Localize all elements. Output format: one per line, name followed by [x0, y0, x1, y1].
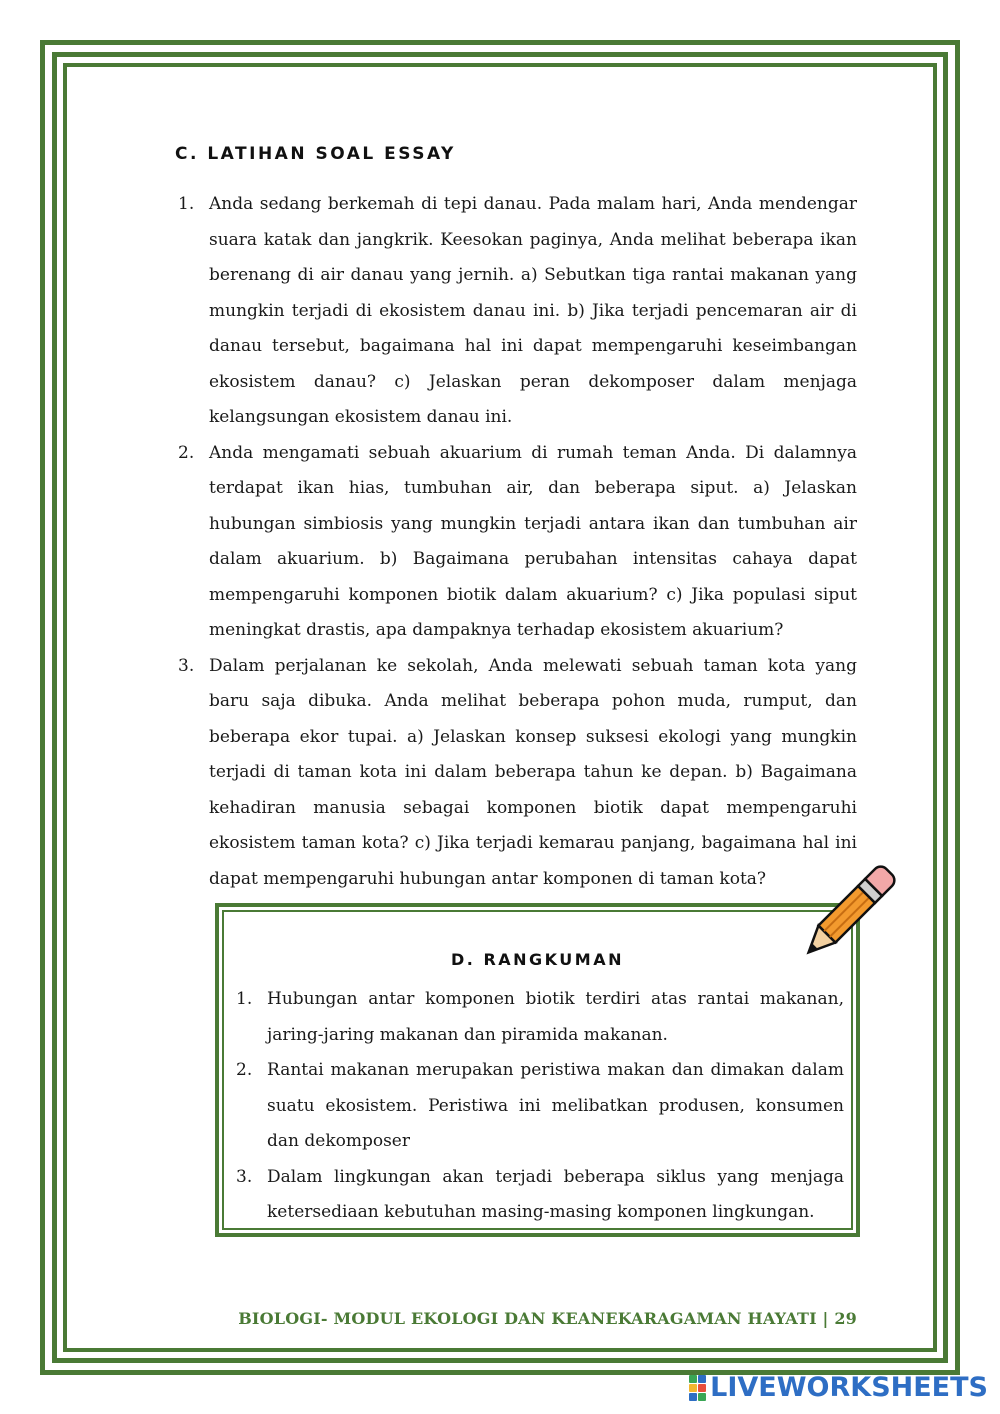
summary-item-3 [233, 1160, 844, 1231]
summary-item-1 [233, 982, 844, 1053]
liveworksheets-logo [689, 1372, 988, 1403]
summary-section-heading: D. RANGKUMAN [451, 950, 624, 969]
essay-question-2 [175, 436, 857, 649]
summary-text: Hubungan antar komponen biotik terdiri atas rantai makanan, jaring-jaring makanan dan piramida makanan. [267, 989, 844, 1045]
essay-question-1 [175, 187, 857, 436]
page-footer: BIOLOGI- MODUL EKOLOGI DAN KEANEKARAGAMAN HAYATI | 29 [238, 1309, 857, 1328]
question-number: 1. [178, 194, 195, 214]
question-text: Anda sedang berkemah di tepi danau. Pada malam hari, Anda mendengar suara katak dan jangkrik. Keesokan paginya, Anda melihat beberapa ikan berenang di air danau yang jernih. a) Sebutkan tiga rantai makanan yang mungkin terjadi di ekosistem danau ini. b) Jika terjadi pencemaran air di danau tersebut, bagaimana hal ini dapat mempengaruhi keseimbangan ekosistem danau? c) Jelaskan peran dekomposer dalam menjaga kelangsungan ekosistem danau ini. [209, 194, 857, 427]
summary-number: 2. [236, 1060, 253, 1080]
liveworksheets-logo-icon [689, 1375, 706, 1401]
essay-section-heading: C. LATIHAN SOAL ESSAY [175, 144, 456, 164]
essay-question-list [175, 187, 857, 897]
watermark-text: LIVEWORKSHEETS [710, 1372, 988, 1403]
summary-item-2 [233, 1053, 844, 1160]
summary-number: 3. [236, 1166, 253, 1187]
question-text: Anda mengamati sebuah akuarium di rumah teman Anda. Di dalamnya terdapat ikan hias, tumbuhan air, dan beberapa siput. a) Jelaskan hubungan simbiosis yang mungkin terjadi antara ikan dan tumbuhan air dalam akuarium. b) Bagaimana perubahan intensitas cahaya dapat mempengaruhi komponen biotik dalam akuarium? c) Jika populasi siput meningkat drastis, apa dampaknya terhadap ekosistem akuarium? [209, 442, 857, 640]
question-number: 2. [178, 442, 195, 463]
summary-box [215, 903, 860, 1237]
summary-list [233, 982, 844, 1231]
essay-question-3 [175, 649, 857, 898]
pencil-icon [796, 855, 906, 965]
question-number: 3. [178, 655, 195, 676]
summary-text: Rantai makanan merupakan peristiwa makan dan dimakan dalam suatu ekosistem. Peristiwa ini melibatkan produsen, konsumen dan dekomposer [267, 1060, 844, 1151]
summary-number: 1. [236, 989, 253, 1009]
question-text: Dalam perjalanan ke sekolah, Anda melewati sebuah taman kota yang baru saja dibuka. Anda melihat beberapa pohon muda, rumput, dan beberapa ekor tupai. a) Jelaskan konsep suksesi ekologi yang mungkin terjadi di taman kota ini dalam beberapa tahun ke depan. b) Bagaimana kehadiran manusia sebagai komponen biotik dapat mempengaruhi ekosistem taman kota? c) Jika terjadi kemarau panjang, bagaimana hal ini dapat mempengaruhi hubungan antar komponen di taman kota? [209, 655, 857, 889]
summary-text: Dalam lingkungan akan terjadi beberapa siklus yang menjaga ketersediaan kebutuhan masing-masing komponen lingkungan. [267, 1166, 844, 1222]
